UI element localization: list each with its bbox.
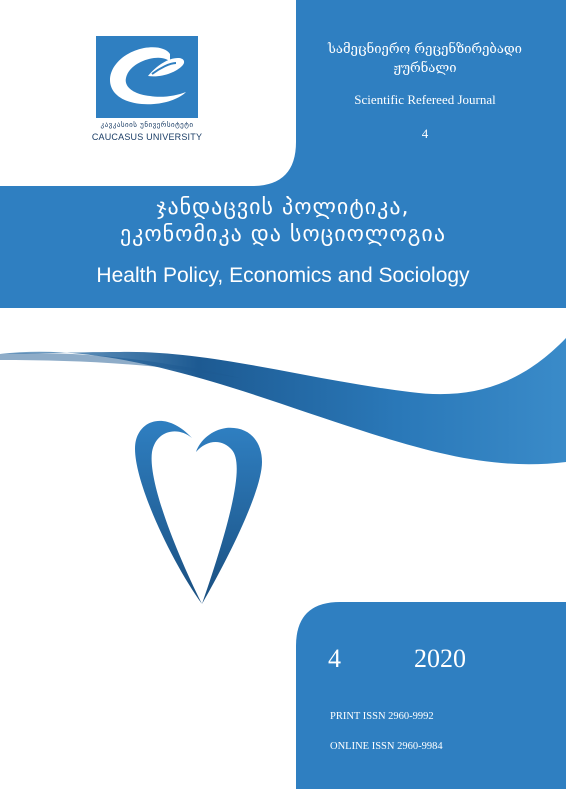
title-georgian-line1: ჯანდაცვის პოლიტიკა,	[156, 195, 410, 220]
journal-type-english: Scientific Refereed Journal	[354, 92, 496, 107]
title-georgian	[18, 194, 548, 248]
logo-name-georgian: კავკასიის უნივერსიტეტი	[100, 121, 194, 129]
issue-number: 4	[328, 644, 341, 673]
journal-number: 4	[421, 126, 429, 141]
print-issn: PRINT ISSN 2960-9992	[330, 711, 434, 722]
title-english: Health Policy, Economics and Sociology	[96, 264, 470, 287]
online-issn: ONLINE ISSN 2960-9984	[330, 741, 443, 752]
heart-outline-icon	[135, 421, 262, 604]
issue-year: 2020	[414, 644, 466, 673]
footer-blue-panel	[296, 602, 566, 789]
caucasus-university-logo-icon	[96, 36, 198, 118]
logo-name-english: CAUCASUS UNIVERSITY	[91, 132, 203, 142]
journal-type-georgian: სამეცნიერო რეცენზირებადი ჟურნალი	[328, 42, 522, 76]
title-georgian-line2: ეკონომიკა და სოციოლოგია	[119, 222, 446, 247]
